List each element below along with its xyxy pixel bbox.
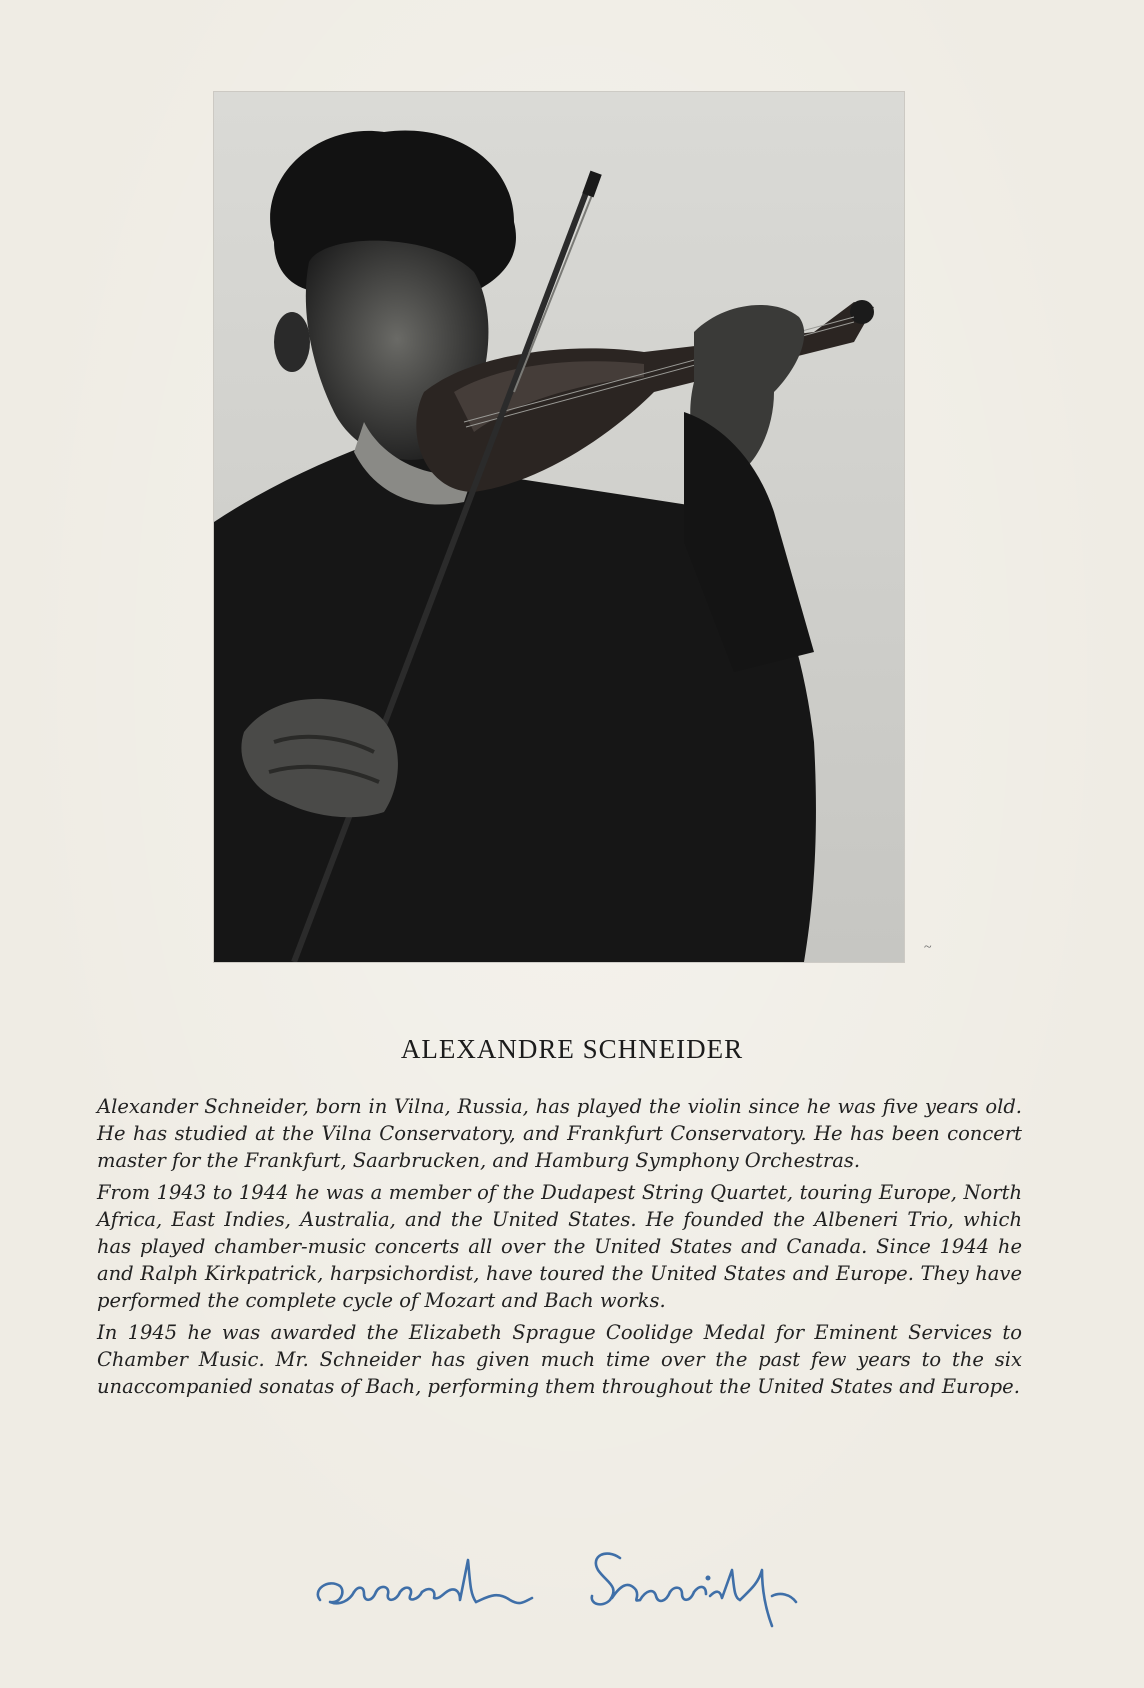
- bio-paragraph: In 1945 he was awarded the Elizabeth Sprague Coolidge Medal for Eminent Services to Chamber Music. Mr. Schneider has given much time over the past few years to the six unaccompanied sonatas of Bach, performing them throughout the United States and Europe.: [97, 1321, 1022, 1398]
- bio-paragraph: Alexander Schneider, born in Vilna, Russia, has played the violin since he was five years old. He has studied at the Vilna Conservatory, and Frankfurt Conservatory. He has been concert master for the Frankfurt, Saarbrucken, and Hamburg Symphony Orchestras.: [97, 1095, 1022, 1172]
- biography-text: [97, 1094, 1022, 1407]
- bio-paragraph: From 1943 to 1944 he was a member of the Dudapest String Quartet, touring Europe, North Africa, East Indies, Australia, and the United States. He founded the Albeneri Trio, which has played chamber-music concerts all over the United States and Canada. Since 1944 he and Ralph Kirkpatrick, harpsichordist, have toured the United States and Europe. They have performed the complete cycle of Mozart and Bach works.: [97, 1181, 1022, 1312]
- stray-pencil-mark: ~: [924, 940, 932, 955]
- portrait-photo: [214, 92, 904, 962]
- handwritten-signature: [310, 1530, 870, 1640]
- page-title: ALEXANDRE SCHNEIDER: [400, 1034, 744, 1064]
